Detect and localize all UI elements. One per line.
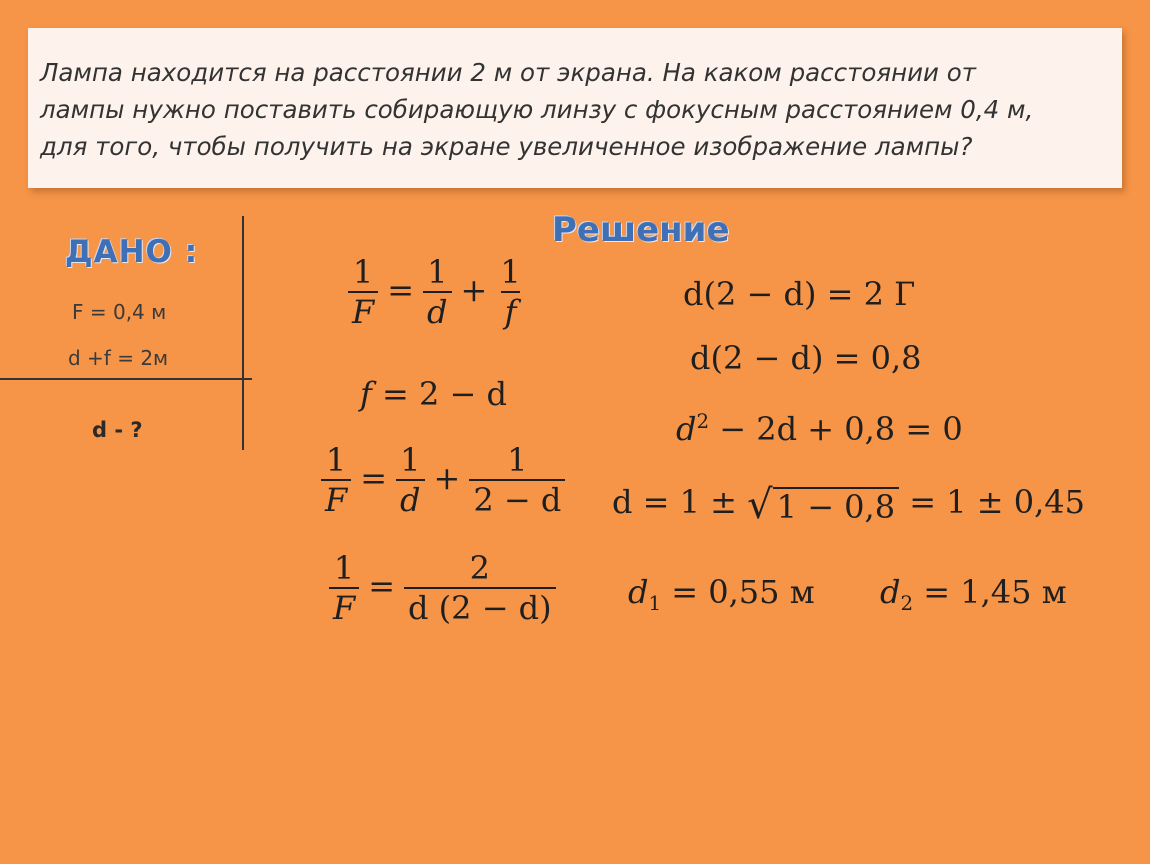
task-text	[40, 54, 1115, 165]
frac-2-over-d-2-minus-d: $\frac{2}{d (2 - d)}$	[404, 552, 556, 624]
task-line-2: лампы нужно поставить собирающую линзу с фокусным расстоянием 0,4 м,	[40, 95, 1034, 124]
lens-formula: $\frac{1}{F}$ = $\frac{1}{d}$ + $\frac{1}{f}$	[345, 256, 528, 328]
solution-title: Решение	[552, 210, 730, 250]
given-focal-length: F = 0,4 м	[72, 300, 167, 324]
frac-1-over-d: $\frac{1}{d}$	[396, 444, 424, 516]
quadratic-roots: d = 1 ± √ 1 − 0,8 = 1 ± 0,45	[612, 481, 1085, 528]
square-root: √ 1 − 0,8	[747, 487, 899, 523]
frac-1-over-2-minus-d: $\frac{1}{2 - d}$	[469, 444, 565, 516]
frac-1-over-f: $\frac{1}{f}$	[500, 253, 521, 331]
task-line-1: Лампа находится на расстоянии 2 м от экрана. На каком расстоянии от	[40, 58, 976, 87]
root-d1: $d_1 = 0,55$ м	[628, 573, 815, 615]
given-distance-sum: d +f = 2м	[68, 346, 169, 370]
magnification-equation: d(2 − d) = 2 Г	[683, 275, 916, 313]
given-divider-vertical	[242, 216, 244, 450]
unknown-quantity: d - ?	[92, 418, 143, 442]
product-equation: d(2 − d) = 0,8	[690, 339, 922, 377]
frac-1-over-F: $\frac{1}{F}$	[348, 256, 378, 328]
frac-1-over-F: $\frac{1}{F}$	[329, 552, 359, 624]
substituted-lens-formula: $\frac{1}{F}$ = $\frac{1}{d}$ + $\frac{1}{2 - d}$	[318, 444, 568, 516]
image-distance-expression: f = 2 − d	[360, 375, 507, 413]
combined-fraction-formula: $\frac{1}{F}$ = $\frac{2}{d (2 - d)}$	[326, 552, 559, 624]
given-divider-horizontal	[0, 378, 252, 380]
frac-1-over-F: $\frac{1}{F}$	[321, 444, 351, 516]
root-d2: $d_2 = 1,45$ м	[880, 573, 1067, 615]
given-title: ДАНО :	[65, 234, 199, 270]
task-line-3: для того, чтобы получить на экране увеличенное изображение лампы?	[40, 132, 973, 161]
frac-1-over-d: $\frac{1}{d}$	[423, 256, 451, 328]
quadratic-equation: $d^2 - 2d + 0,8 = 0$	[676, 409, 963, 448]
task-box	[28, 28, 1122, 188]
